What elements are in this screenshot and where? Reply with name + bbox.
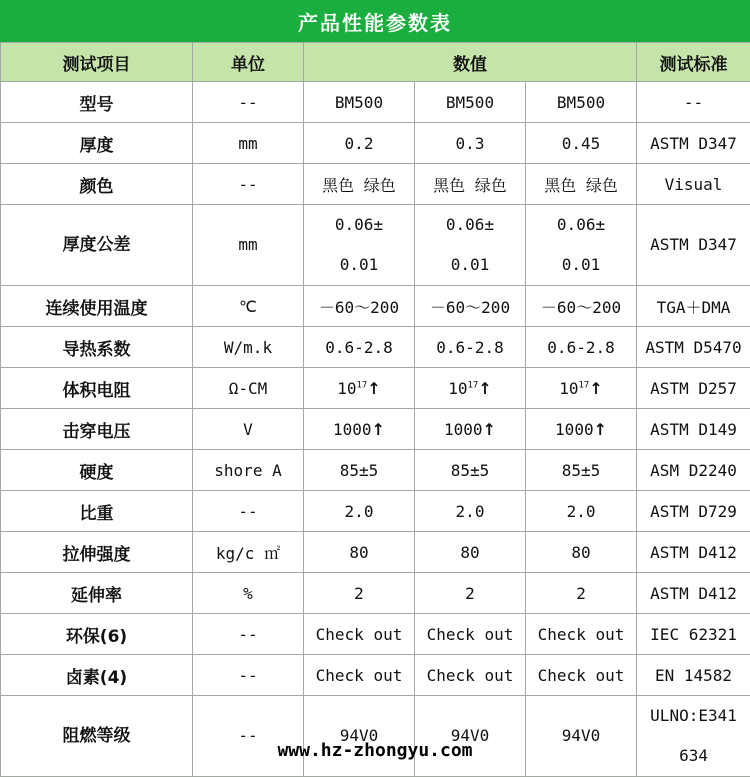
row-value — [304, 368, 415, 409]
row-label: 延伸率 — [1, 573, 193, 614]
row-value: Check out — [415, 655, 526, 696]
row-value — [304, 409, 415, 450]
row-standard: IEC 62321 — [637, 614, 750, 655]
row-value: 85±5 — [304, 450, 415, 491]
row-standard: TGA＋DMA — [637, 286, 750, 327]
row-value: 94V0 — [415, 696, 526, 777]
row-value: Check out — [526, 655, 637, 696]
value-base: 1000 — [333, 420, 372, 439]
row-label: 厚度 — [1, 123, 193, 164]
row-unit: W/m.k — [193, 327, 304, 368]
up-arrow-icon: ↑ — [589, 379, 602, 398]
cell-line: 0.06± — [304, 205, 414, 245]
row-value: －60～200 — [526, 286, 637, 327]
row-label: 卤素(4) — [1, 655, 193, 696]
row-value: Check out — [526, 614, 637, 655]
row-standard: ASTM D412 — [637, 573, 750, 614]
up-arrow-icon: ↑ — [372, 420, 385, 439]
row-unit: % — [193, 573, 304, 614]
value-exponent: 17 — [579, 380, 590, 390]
cell-line: 0.01 — [415, 245, 525, 285]
table-row — [1, 614, 750, 655]
row-label: 颜色 — [1, 164, 193, 205]
header-item: 测试项目 — [1, 43, 193, 82]
row-value — [526, 409, 637, 450]
row-value: 80 — [415, 532, 526, 573]
row-value: 2.0 — [526, 491, 637, 532]
row-standard: ASTM D729 — [637, 491, 750, 532]
header-standard: 测试标准 — [637, 43, 750, 82]
value-exponent: 17 — [357, 380, 368, 390]
row-value: 黑色 绿色 — [415, 164, 526, 205]
up-arrow-icon: ↑ — [594, 420, 607, 439]
row-value: 2 — [415, 573, 526, 614]
up-arrow-icon: ↑ — [367, 379, 380, 398]
row-label: 导热系数 — [1, 327, 193, 368]
row-value — [415, 368, 526, 409]
cell-line: 0.01 — [526, 245, 636, 285]
row-value — [526, 368, 637, 409]
row-label: 阻燃等级 — [1, 696, 193, 777]
table-row — [1, 532, 750, 573]
row-value: 0.3 — [415, 123, 526, 164]
row-value: 2.0 — [415, 491, 526, 532]
row-label: 硬度 — [1, 450, 193, 491]
row-value: 94V0 — [526, 696, 637, 777]
row-value: 85±5 — [526, 450, 637, 491]
table-row — [1, 491, 750, 532]
value-base: 10 — [337, 379, 356, 398]
row-label: 体积电阻 — [1, 368, 193, 409]
row-standard: ASTM D5470 — [637, 327, 750, 368]
row-label: 击穿电压 — [1, 409, 193, 450]
row-value: 80 — [304, 532, 415, 573]
row-standard: -- — [637, 82, 750, 123]
row-value: 2 — [304, 573, 415, 614]
table-row — [1, 655, 750, 696]
table-row — [1, 327, 750, 368]
row-standard: Visual — [637, 164, 750, 205]
row-value — [415, 205, 526, 286]
row-unit: Ω-CM — [193, 368, 304, 409]
row-standard: ASTM D257 — [637, 368, 750, 409]
cell-line: 0.06± — [415, 205, 525, 245]
row-unit: -- — [193, 491, 304, 532]
table-row — [1, 409, 750, 450]
row-value: 黑色 绿色 — [526, 164, 637, 205]
cell-line: ULNO:E341 — [637, 696, 750, 736]
row-standard: ASTM D149 — [637, 409, 750, 450]
watermark-url: www.hz-zhongyu.com — [0, 740, 750, 768]
row-value: Check out — [304, 655, 415, 696]
table-row — [1, 573, 750, 614]
row-standard: EN 14582 — [637, 655, 750, 696]
spec-table — [0, 42, 750, 777]
row-value — [304, 205, 415, 286]
value-base: 10 — [559, 379, 578, 398]
row-value: 2.0 — [304, 491, 415, 532]
row-value: BM500 — [304, 82, 415, 123]
table-row — [1, 123, 750, 164]
row-standard: ASTM D347 — [637, 123, 750, 164]
row-unit: mm — [193, 123, 304, 164]
row-value: Check out — [415, 614, 526, 655]
row-unit: -- — [193, 82, 304, 123]
row-value: 85±5 — [415, 450, 526, 491]
cell-line: 0.06± — [526, 205, 636, 245]
row-unit: -- — [193, 696, 304, 777]
row-unit: kg/c ㎡ — [193, 532, 304, 573]
row-standard: ASM D2240 — [637, 450, 750, 491]
row-unit: -- — [193, 614, 304, 655]
row-label: 比重 — [1, 491, 193, 532]
table-row — [1, 450, 750, 491]
row-value: 0.45 — [526, 123, 637, 164]
table-row — [1, 696, 750, 777]
row-label: 拉伸强度 — [1, 532, 193, 573]
value-base: 1000 — [444, 420, 483, 439]
row-value: －60～200 — [304, 286, 415, 327]
up-arrow-icon: ↑ — [478, 379, 491, 398]
row-standard — [637, 696, 750, 777]
up-arrow-icon: ↑ — [483, 420, 496, 439]
row-value — [415, 409, 526, 450]
row-standard: ASTM D412 — [637, 532, 750, 573]
value-exponent: 17 — [468, 380, 479, 390]
row-unit: mm — [193, 205, 304, 286]
table-row — [1, 368, 750, 409]
row-value: BM500 — [526, 82, 637, 123]
row-value — [526, 205, 637, 286]
row-value: －60～200 — [415, 286, 526, 327]
row-value: 94V0 — [304, 696, 415, 777]
row-label: 型号 — [1, 82, 193, 123]
row-label: 厚度公差 — [1, 205, 193, 286]
row-value: Check out — [304, 614, 415, 655]
row-unit: -- — [193, 164, 304, 205]
table-row — [1, 82, 750, 123]
row-label: 连续使用温度 — [1, 286, 193, 327]
value-base: 1000 — [555, 420, 594, 439]
cell-line: 0.01 — [304, 245, 414, 285]
row-value: 黑色 绿色 — [304, 164, 415, 205]
row-value: BM500 — [415, 82, 526, 123]
table-row — [1, 164, 750, 205]
header-unit: 单位 — [193, 43, 304, 82]
row-unit: ℃ — [193, 286, 304, 327]
row-label: 环保(6) — [1, 614, 193, 655]
row-value: 0.2 — [304, 123, 415, 164]
row-value: 2 — [526, 573, 637, 614]
cell-line: 634 — [637, 736, 750, 776]
header-value: 数值 — [304, 43, 637, 82]
header-row — [1, 43, 750, 82]
row-standard: ASTM D347 — [637, 205, 750, 286]
row-value: 80 — [526, 532, 637, 573]
table-row — [1, 286, 750, 327]
table-title: 产品性能参数表 — [0, 0, 750, 42]
row-unit: -- — [193, 655, 304, 696]
row-value: 0.6-2.8 — [304, 327, 415, 368]
row-unit: V — [193, 409, 304, 450]
row-value: 0.6-2.8 — [415, 327, 526, 368]
row-unit: shore A — [193, 450, 304, 491]
table-row — [1, 205, 750, 286]
value-base: 10 — [448, 379, 467, 398]
row-value: 0.6-2.8 — [526, 327, 637, 368]
